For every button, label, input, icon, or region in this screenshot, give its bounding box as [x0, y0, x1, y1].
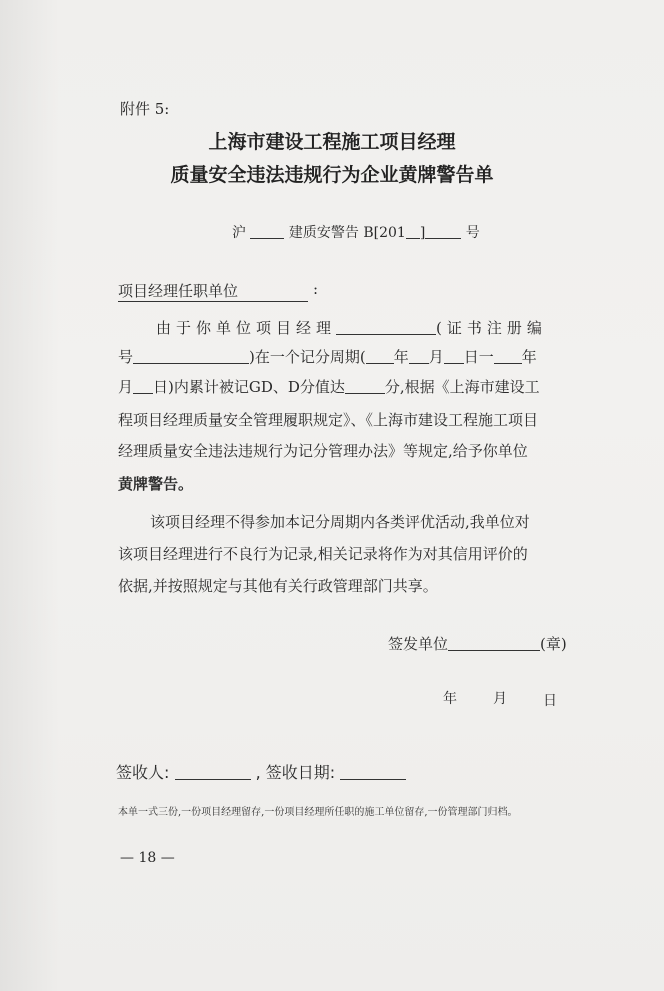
para1-line1 [156, 317, 547, 338]
doc-number-blank-1 [250, 224, 284, 239]
para1-line1-a: 由于你单位项目经理 [156, 319, 337, 337]
para1-line2-d: 月 [428, 348, 444, 366]
para2-line2: 该项目经理进行不良行为记录,相关记录将作为对其信用评价的 [118, 545, 528, 563]
para1-line2 [118, 346, 537, 367]
receipt-separator: , [255, 763, 261, 782]
footnote: 本单一式三份,一份项目经理留存,一份项目经理所任职的施工单位留存,一份管理部门归档。 [118, 807, 518, 818]
para1-line2-e: 日一 [463, 348, 494, 366]
para1-line2-b: )在一个记分周期( [249, 348, 366, 366]
end-day-blank [133, 379, 153, 394]
para1-line4: 程项目经理质量安全管理履职规定》、《上海市建设工程施工项目 [118, 411, 539, 429]
score-blank [345, 379, 385, 394]
para1-line2-f: 年 [521, 348, 537, 366]
end-year-blank [494, 349, 522, 364]
issuer-line [388, 633, 567, 654]
para1-line3-b: 日)内累计被记GD、D分值达 [153, 378, 345, 396]
date-day: 日 [543, 693, 557, 709]
para1-line1-b: (证书注册编 [436, 319, 547, 337]
recipient-blank [175, 765, 251, 780]
para1-line6: 黄牌警告。 [118, 475, 194, 493]
start-year-blank [366, 349, 394, 364]
para1-line3 [118, 376, 540, 397]
date-month: 月 [493, 691, 507, 707]
title-line-2: 质量安全违法违规行为企业黄牌警告单 [170, 164, 494, 186]
para1-line2-a: 号 [118, 348, 134, 366]
para2-line1: 该项目经理不得参加本记分周期内各类评优活动,我单位对 [150, 513, 530, 531]
doc-number-suffix: 号 [465, 225, 480, 241]
start-month-blank [409, 349, 429, 364]
doc-number-mid: 建质安警告 B[201 [288, 225, 406, 241]
unit-colon: : [313, 280, 319, 298]
para1-line3-a: 月 [118, 378, 134, 396]
manager-name-blank [336, 320, 436, 335]
unit-label: 项目经理任职单位 [118, 282, 239, 300]
para1-line3-c: 分,根据《上海市建设工 [384, 378, 540, 396]
cert-number-blank [133, 349, 249, 364]
date-year: 年 [443, 691, 457, 707]
issuer-label: 签发单位 [388, 635, 449, 653]
start-day-blank [444, 349, 464, 364]
title-line-1: 上海市建设工程施工项目经理 [208, 131, 456, 153]
document-number [232, 222, 480, 242]
issuer-seal: (章) [540, 635, 567, 653]
unit-line [118, 280, 308, 302]
doc-number-blank-2 [425, 224, 461, 239]
para2-line3: 依据,并按照规定与其他有关行政管理部门共享。 [118, 577, 438, 595]
recipient-label: 签收人: [116, 763, 170, 782]
receipt-date-label: 签收日期: [265, 763, 336, 782]
attachment-label: 附件 5: [120, 100, 170, 118]
para1-line2-c: 年 [393, 348, 409, 366]
doc-number-year-blank [406, 224, 420, 239]
doc-number-prefix: 沪 [232, 225, 246, 241]
receipt-date-blank [340, 765, 406, 780]
receipt-line [116, 760, 406, 783]
page-number: — 18 — [120, 850, 175, 866]
issuer-blank [448, 636, 540, 651]
doc-number-bracket: ] [419, 225, 426, 241]
para1-line5: 经理质量安全违法违规行为记分管理办法》等规定,给予你单位 [118, 442, 528, 460]
